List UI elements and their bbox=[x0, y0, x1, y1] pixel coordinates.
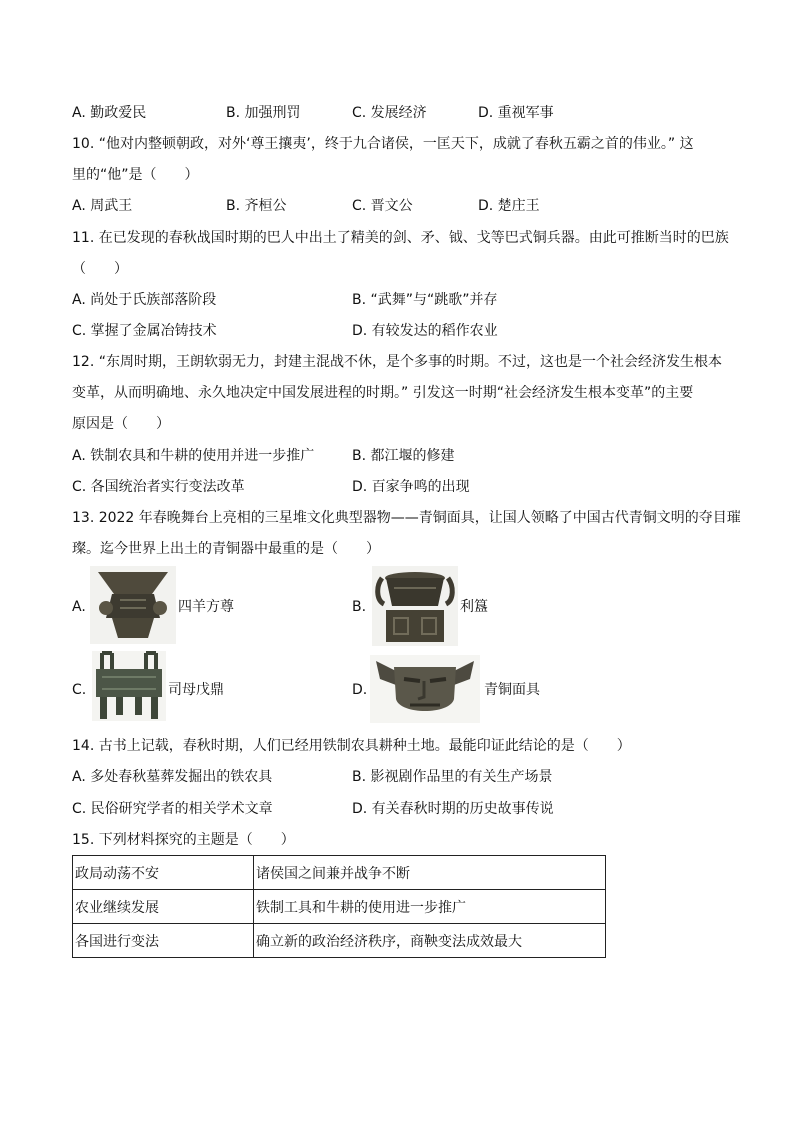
q10-option-a: A. 周武王 bbox=[72, 198, 133, 214]
q11-option-b: B. “武舞”与“跳歌”并存 bbox=[352, 292, 498, 308]
q13-option-b-letter: B. bbox=[352, 599, 367, 615]
q12-option-b: B. 都江堰的修建 bbox=[352, 448, 455, 464]
q11-stem-line1: 11. 在已发现的春秋战国时期的巴人中出土了精美的剑、矛、钺、戈等巴式铜兵器。由此可推断当时的巴族 bbox=[72, 230, 729, 246]
q14-option-d: D. 有关春秋时期的历史故事传说 bbox=[352, 801, 554, 817]
table-cell: 诸侯国之间兼并战争不断 bbox=[254, 856, 606, 890]
table-cell: 确立新的政治经济秩序，商鞅变法成效最大 bbox=[254, 924, 606, 958]
q13-option-a-name: 四羊方尊 bbox=[178, 599, 234, 615]
table-row bbox=[73, 924, 606, 958]
table-row bbox=[73, 856, 606, 890]
four-ram-square-zun-image bbox=[90, 566, 176, 644]
q9-option-a: A. 勤政爱民 bbox=[72, 105, 147, 121]
q10-option-c: C. 晋文公 bbox=[352, 198, 413, 214]
q10-stem-line1: 10. “他对内整顿朝政，对外‘尊王攘夷’，终于九合诸侯，一匡天下，成就了春秋五霸之首的伟业。” 这 bbox=[72, 136, 694, 152]
q11-stem-line2: （ ） bbox=[72, 261, 128, 277]
q12-option-a: A. 铁制农具和牛耕的使用并进一步推广 bbox=[72, 448, 315, 464]
table-cell: 政局动荡不安 bbox=[73, 856, 254, 890]
q12-option-d: D. 百家争鸣的出现 bbox=[352, 479, 470, 495]
q12-stem-line3: 原因是（ ） bbox=[72, 416, 170, 432]
q13-option-c-name: 司母戊鼎 bbox=[168, 682, 224, 698]
li-gui-image bbox=[372, 566, 458, 646]
q15-stem-line1: 15. 下列材料探究的主题是（ ） bbox=[72, 832, 295, 848]
q13-option-d-letter: D. bbox=[352, 682, 368, 698]
q10-option-d: D. 楚庄王 bbox=[478, 198, 540, 214]
q10-stem-line2: 里的“他”是（ ） bbox=[72, 167, 199, 183]
q9-option-d: D. 重视军事 bbox=[478, 105, 554, 121]
table-cell: 农业继续发展 bbox=[73, 890, 254, 924]
q13-option-b-name: 利簋 bbox=[460, 599, 488, 615]
bronze-mask-image bbox=[370, 655, 480, 723]
q13-option-d-name: 青铜面具 bbox=[484, 682, 540, 698]
q12-option-c: C. 各国统治者实行变法改革 bbox=[72, 479, 245, 495]
q11-option-a: A. 尚处于氏族部落阶段 bbox=[72, 292, 217, 308]
q14-stem-line1: 14. 古书上记载，春秋时期，人们已经用铁制农具耕种土地。最能印证此结论的是（ ） bbox=[72, 738, 631, 754]
q13-option-c-letter: C. bbox=[72, 682, 87, 698]
table-cell: 铁制工具和牛耕的使用进一步推广 bbox=[254, 890, 606, 924]
q9-option-b: B. 加强刑罚 bbox=[226, 105, 301, 121]
q11-option-d: D. 有较发达的稻作农业 bbox=[352, 323, 498, 339]
q15-material-table bbox=[72, 855, 606, 958]
q9-option-c: C. 发展经济 bbox=[352, 105, 427, 121]
table-cell: 各国进行变法 bbox=[73, 924, 254, 958]
q10-option-b: B. 齐桓公 bbox=[226, 198, 287, 214]
table-row bbox=[73, 890, 606, 924]
q12-stem-line2: 变革，从而明确地、永久地决定中国发展进程的时期。” 引发这一时期“社会经济发生根本变革”的主要 bbox=[72, 385, 694, 401]
q14-option-c: C. 民俗研究学者的相关学术文章 bbox=[72, 801, 273, 817]
q13-stem-line2: 璨。迄今世界上出土的青铜器中最重的是（ ） bbox=[72, 541, 380, 557]
q14-option-b: B. 影视剧作品里的有关生产场景 bbox=[352, 769, 553, 785]
q13-stem-line1: 13. 2022 年春晚舞台上亮相的三星堆文化典型器物——青铜面具，让国人领略了中国古代青铜文明的夺目璀 bbox=[72, 510, 741, 526]
simuwu-ding-image bbox=[92, 651, 166, 721]
q12-stem-line1: 12. “东周时期，王朗软弱无力，封建主混战不休，是个多事的时期。不过，这也是一个社会经济发生根本 bbox=[72, 354, 722, 370]
q13-option-a-letter: A. bbox=[72, 599, 86, 615]
q14-option-a: A. 多处春秋墓葬发掘出的铁农具 bbox=[72, 769, 273, 785]
q11-option-c: C. 掌握了金属冶铸技术 bbox=[72, 323, 217, 339]
